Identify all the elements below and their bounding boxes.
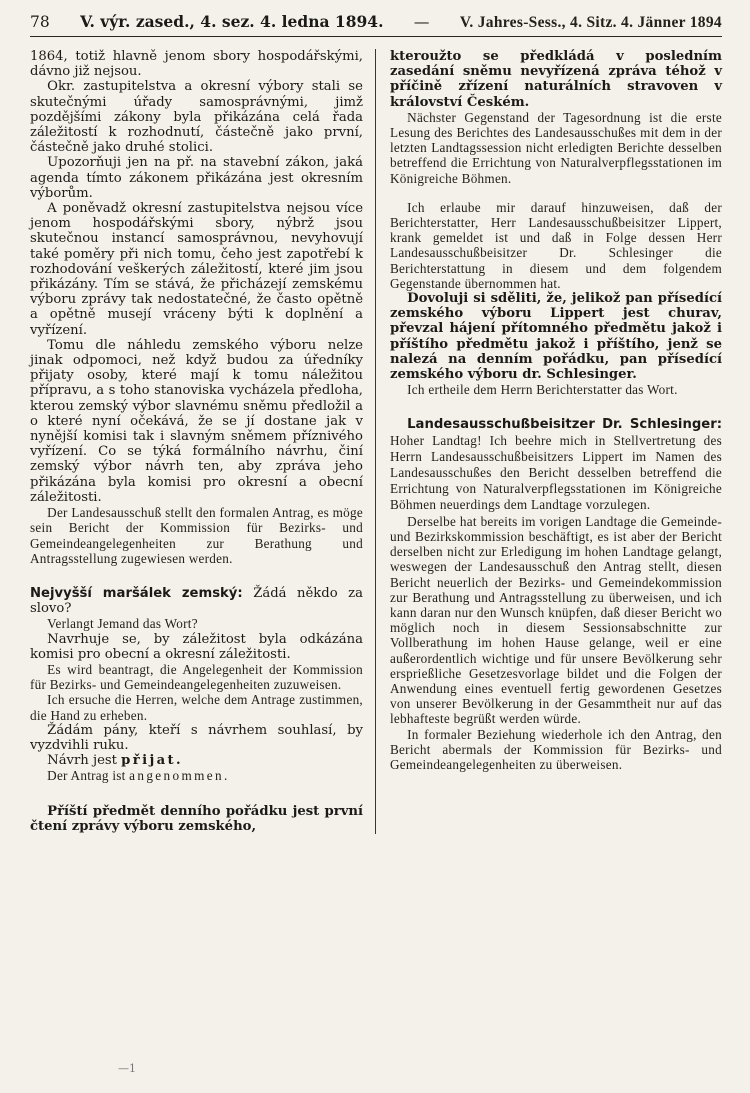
paragraph: 1864, totiž hlavně jenom sbory hospodářskými, dávno již nejsou. (30, 49, 363, 80)
speaker-name: Nejvyšší maršálek zemský: (30, 585, 243, 601)
speaker-text: Žádá někdo za slovo? (30, 585, 363, 617)
footer-mark: —1 (118, 1062, 136, 1075)
german-paragraph: In formaler Beziehung wiederhole ich den Antrag, den Bericht abermals der Kommission für Bezirks- und Gemeindeangelegenheiten zu überweisen. (390, 726, 722, 772)
vote-text: Návrh jest (47, 753, 122, 769)
paragraph: Dovoluji si sděliti, že, jelikož pan přísedící zemského výboru Lippert jest churav, převzal hájení přítomného předmětu jakož i příštího předmětu jakož i příštího, jenž se nalezá na denním pořádku, pan přísedící zemského výboru dr. Schlesinger. (390, 291, 722, 383)
speaker-paragraph (30, 586, 363, 616)
czech-session-heading: V. výr. zased., 4. sez. 4. ledna 1894. (80, 12, 384, 31)
paragraph: Okr. zastupitelstva a okresní výbory stali se skutečnými úřady samosprávnými, jimž pozdějšími zákony byla přikázána celá řada záležitostí k rozhodnutí, částečně jako první, částečně jako druhé stolici. (30, 79, 363, 156)
paragraph: Žádám pány, kteří s návrhem souhlasí, by vyzdvihli ruku. (30, 722, 363, 753)
page-number: 78 (30, 13, 50, 31)
two-column-body (30, 49, 722, 834)
speaker-paragraph (390, 417, 722, 513)
paragraph: Tomu dle náhledu zemského výboru nelze jinak odpomoci, než když budou za úředníky přijaty osoby, které mají k tomu náležitou přípravu, a s toho stanoviska vycházela předloha, kterou zemský výbor slavnému sněmu předložil a o které nyní očekává, že se jí dostane jak v nynější komisi tak i slavným sněmem příznivého vyřízení. Co se týká formálního návrhu, činí zemský výbor návrh ten, aby zpráva jeho přikázána byla komisi pro okresní a obecní záležitosti. (30, 337, 363, 505)
agenda-paragraph: Příští předmět denního pořádku jest první čtení zprávy výboru zemského, (30, 803, 363, 834)
vote-outcome: přijat. (121, 753, 183, 769)
vote-outcome-german: angenommen. (129, 768, 230, 784)
speaker-name: Landesausschußbeisitzer Dr. Schlesinger: (407, 417, 722, 433)
page-header (30, 8, 722, 37)
german-paragraph: Ich ertheile dem Herrn Berichterstatter das Wort. (407, 382, 678, 398)
paragraph: Upozorňuji jen na př. na stavební zákon, jaká agenda tímto zákonem přikázána jest okresním výborům. (30, 155, 363, 201)
paragraph: Navrhuje se, by záležitost byla odkázána komisi pro obecní a okresní záležitosti. (30, 631, 363, 662)
vote-text-german: Der Antrag ist (47, 768, 130, 784)
speaker-text: Hoher Landtag! Ich beehre mich in Stellvertretung des Herrn Landesausschußbeisitzers Lippert im Namen des Landesausschußes den Bericht desselben betreffend die Errichtung von Naturalverpflegsstationen im Königreiche Böhmen neuerdings dem Landtage vorzulegen. (390, 432, 722, 513)
right-column (376, 49, 722, 834)
german-paragraph: Derselbe hat bereits im vorigen Landtage die Gemeinde- und Bezirkskommission beschäftigt, es ist aber der Bericht derselben nicht zur Erledigung im hohen Landtage gelangt, weswegen der Landesausschuß den Antrag stellt, diesen Bericht neuerlich der Bezirks- und Gemeindekommission zur Berathung und Antragsstellung zu überweisen, und ich kann daran nur den Wunsch knüpfen, daß dieser Bericht wo möglich noch in diesem Sessionsabschnitte zur Vollberathung im hohen Hause gelange, weil er eine außerordentlich wichtige und für unsere Bevölkerung sehr ersprießliche Gesetzesvorlage bildet und die Folgen der Anwendung eines eventuell fertig gewordenen Gesetzes von unserer Bevölkerung in der Gesammtheit nur auf das lebhafteste begrüßt werden würde. (390, 513, 722, 727)
german-paragraph: Ich ersuche die Herren, welche dem Antrage zustimmen, die Hand zu erheben. (30, 692, 363, 723)
vote-result (30, 753, 363, 768)
german-paragraph: Nächster Gegenstand der Tagesordnung ist die erste Lesung des Berichtes des Landesausschußes mit dem in der letzten Landtagssession nicht erledigten Berichte desselben betreffend die Errichtung von Naturalverpflegsstationen im Königreiche Böhmen. (390, 109, 722, 186)
german-paragraph: Der Landesausschuß stellt den formalen Antrag, es möge sein Bericht der Kommission für Bezirks- und Gemeindeangelegenheiten zur Berathung und Antragsstellung zugewiesen werden. (30, 505, 363, 566)
left-column (30, 49, 376, 834)
paragraph: A poněvadž okresní zastupitelstva nejsou více jenom hospodářskými sbory, nýbrž jsou skutečnou instancí samosprávnou, nevyhovují také poměry při nich tomu, čeho jest zapotřebí k rozhodování veškerých záležitostí, které jim jsou přikázány. Tím se stává, že přicházejí zemskému výboru zprávy tak nedostatečné, že často opětně a opětně musejí vráceny býti k doplnění a vyřízení. (30, 201, 363, 338)
header-separator: — (413, 13, 430, 31)
vote-result-german (30, 768, 363, 783)
german-paragraph: Es wird beantragt, die Angelegenheit der Kommission für Bezirks- und Gemeindeangelegenheiten zuzuweisen. (30, 661, 363, 693)
agenda-paragraph: kteroužto se předkládá v posledním zasedání sněmu nevyřízená zpráva téhož v příčině zřízení naturálních stravoven v království Českém. (390, 49, 722, 110)
german-paragraph: Ich erlaube mir darauf hinzuweisen, daß der Berichterstatter, Herr Landesausschußbeisitzer Lippert, krank gemeldet ist und daß in Folge dessen Herr Landesausschußbeisitzer Dr. Schlesinger die Berichterstattung in diesem und dem folgendem Gegenstande übernommen hat. (390, 199, 722, 291)
german-session-heading: V. Jahres-Sess., 4. Sitz. 4. Jänner 1894 (459, 14, 722, 31)
german-paragraph: Verlangt Jemand das Wort? (47, 616, 198, 632)
